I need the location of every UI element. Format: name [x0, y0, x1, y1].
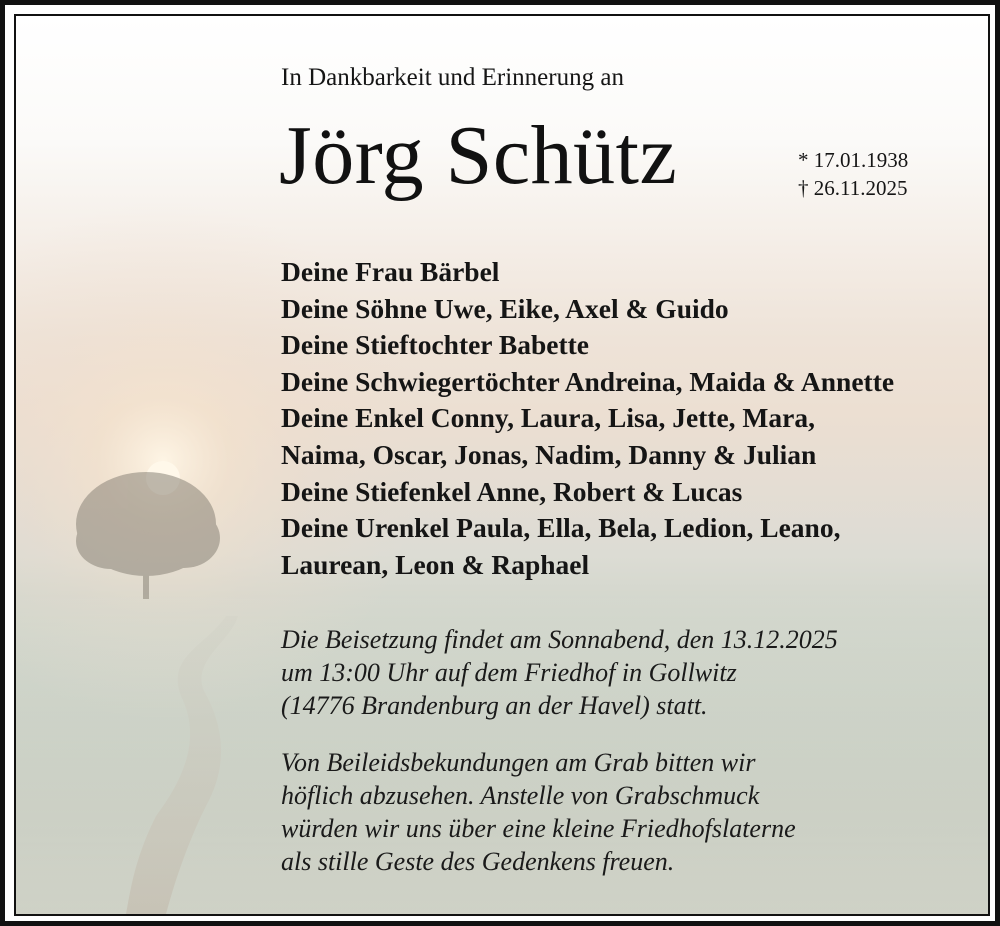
obituary-panel — [14, 14, 990, 916]
mourners-line: Naima, Oscar, Jonas, Nadim, Danny & Julian — [281, 438, 817, 470]
condolence-notice-line: Von Beileidsbekundungen am Grab bitten wir — [281, 748, 756, 777]
funeral-notice-line: (14776 Brandenburg an der Havel) statt. — [281, 691, 708, 720]
mourners-line: Deine Stiefenkel Anne, Robert & Lucas — [281, 475, 743, 507]
mourners-line: Deine Söhne Uwe, Eike, Axel & Guido — [281, 292, 729, 324]
funeral-notice — [281, 623, 838, 722]
mourners-line: Deine Schwiegertöchter Andreina, Maida & Annette — [281, 365, 895, 397]
funeral-notice-line: Die Beisetzung findet am Sonnabend, den 13.12.2025 — [281, 625, 838, 654]
mourners-line: Deine Stieftochter Babette — [281, 329, 590, 361]
memorial-intro: In Dankbarkeit und Erinnerung an — [281, 64, 624, 91]
mourners-line: Deine Urenkel Paula, Ella, Bela, Ledion, Leano, — [281, 512, 841, 544]
condolence-notice-line: würden wir uns über eine kleine Friedhofslaterne — [281, 814, 796, 843]
funeral-notice-line: um 13:00 Uhr auf dem Friedhof in Gollwitz — [281, 658, 737, 687]
death-date: † 26.11.2025 — [798, 176, 908, 200]
condolence-notice — [281, 746, 796, 878]
birth-date: * 17.01.1938 — [798, 148, 909, 172]
deceased-name: Jörg Schütz — [279, 109, 678, 202]
life-dates — [798, 146, 908, 202]
mourners-line: Laurean, Leon & Raphael — [281, 548, 590, 580]
mourners-list — [281, 254, 894, 583]
condolence-notice-line: als stille Geste des Gedenkens freuen. — [281, 847, 675, 876]
mourners-line: Deine Enkel Conny, Laura, Lisa, Jette, Mara, — [281, 402, 815, 434]
condolence-notice-line: höflich abzusehen. Anstelle von Grabschmuck — [281, 781, 760, 810]
mourners-line: Deine Frau Bärbel — [281, 256, 500, 287]
